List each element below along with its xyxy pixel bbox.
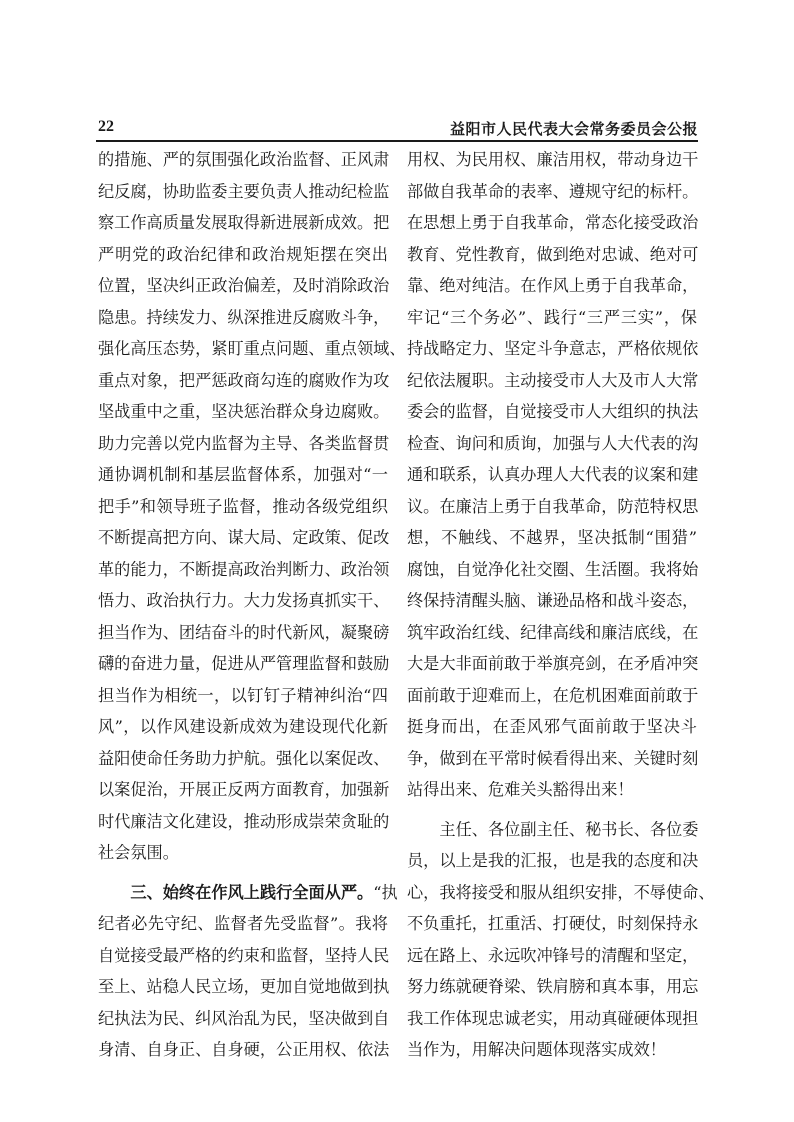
- text-line: 至上、站稳人民立场，更加自觉地做到执: [98, 977, 390, 996]
- left-column: [98, 144, 406, 1066]
- text-line: 腐蚀，自觉净化社交圈、生活圈。我将始: [407, 559, 699, 579]
- text-line: 争，做到在平常时候看得出来、关键时刻: [407, 748, 699, 768]
- text-line: 察工作高质量发展取得新进展新成效。把: [98, 213, 390, 232]
- text-line: 我工作体现忠诚老实，用动真碰硬体现担: [407, 1008, 699, 1028]
- text-line: 站得出来、危难关头豁得出来！: [407, 780, 634, 799]
- text-line: 筑牢政治红线、纪律高线和廉洁底线，在: [407, 622, 699, 642]
- text-line: 把手”和领导班子监督，推动各级党组织: [98, 496, 388, 516]
- page-number: 22: [98, 118, 114, 135]
- journal-title: 益阳市人民代表大会常务委员会公报: [449, 120, 698, 138]
- text-line: 礴的奋进力量，促进从严管理监督和鼓励: [98, 654, 390, 673]
- section-heading-line: [98, 877, 398, 909]
- text-line: 大是大非面前敢于举旗亮剑，在矛盾冲突: [407, 654, 699, 673]
- text-line: 检查、询问和质询，加强与人大代表的沟: [407, 433, 699, 453]
- text-line: 担当作为、团结奋斗的时代新风，凝聚磅: [98, 622, 390, 642]
- text-line: 身清、自身正、自身硬，公正用权、依法: [98, 1040, 390, 1059]
- header-rule: [96, 140, 698, 142]
- text-line: 担当作为相统一，以钉钉子精神纠治“四: [98, 685, 388, 705]
- text-line: 部做自我革命的表率、遵规守纪的标杆。: [407, 181, 699, 201]
- text-line: 委会的监督，自觉接受市人大组织的执法: [407, 402, 699, 421]
- text-line: 靠、绝对纯洁。在作风上勇于自我革命，: [407, 276, 699, 295]
- text-line: 牢记“三个务必”、践行“三严三实”，保: [407, 307, 697, 327]
- text-line: 持战略定力、坚定斗争意志，严格依规依: [407, 339, 699, 358]
- text-line: 心，我将接受和服从组织安排，不辱使命、: [407, 882, 715, 902]
- text-line: 挺身而出，在歪风邪气面前敢于坚决斗: [407, 717, 697, 736]
- text-line: 通协调机制和基层监督体系，加强对“一: [98, 465, 388, 484]
- text-line: 的措施、严的氛围强化政治监督、正风肃: [98, 150, 390, 169]
- text-line: 想，不触线、不越界，坚决抵制“围猎”: [407, 528, 697, 547]
- text-line: 以案促治，开展正反两方面教育，加强新: [98, 780, 390, 799]
- text-line: 不断提高把方向、谋大局、定政策、促改: [98, 528, 390, 547]
- section-heading: 三、始终在作风上践行全面从严。: [130, 882, 374, 902]
- text-line: 时代廉洁文化建设，推动形成崇荣贪耻的: [98, 811, 390, 831]
- text-line: 努力练就硬脊梁、铁肩膀和真本事，用忘: [407, 977, 699, 996]
- text-line: 强化高压态势，紧盯重点问题、重点领域、: [98, 339, 406, 358]
- text-line: 不负重托，扛重活、打硬仗，时刻保持永: [407, 914, 699, 933]
- text-line: 纪依法履职。主动接受市人大及市人大常: [407, 370, 699, 390]
- text-line: 纪反腐，协助监委主要负责人推动纪检监: [98, 181, 390, 201]
- text-line: 教育、党性教育，做到绝对忠诚、绝对可: [407, 244, 699, 264]
- text-line: 隐患。持续发力、纵深推进反腐败斗争，: [98, 307, 390, 327]
- text-fragment: “执: [373, 882, 398, 902]
- text-line: 风”，以作风建设新成效为建设现代化新: [98, 717, 388, 736]
- text-line: 通和联系，认真办理人大代表的议案和建: [407, 465, 699, 484]
- text-line: 自觉接受最严格的约束和监督，坚持人民: [98, 945, 390, 965]
- text-line: 远在路上、永远吹冲锋号的清醒和坚定，: [407, 945, 699, 965]
- text-line: 益阳使命任务助力护航。强化以案促改、: [98, 748, 390, 768]
- text-line: 严明党的政治纪律和政治规矩摆在突出: [98, 244, 388, 264]
- text-line: 用权、为民用权、廉洁用权，带动身边干: [407, 150, 699, 169]
- text-line: 重点对象，把严惩政商勾连的腐败作为攻: [98, 370, 390, 390]
- text-line: 纪者必先守纪、监督者先受监督”。我将: [98, 914, 388, 933]
- text-line: 坚战重中之重，坚决惩治群众身边腐败。: [98, 402, 390, 421]
- text-line: 在思想上勇于自我革命，常态化接受政治: [407, 213, 699, 232]
- text-line: 悟力、政治执行力。大力发扬真抓实干、: [98, 591, 390, 610]
- text-line: 议。在廉洁上勇于自我革命，防范特权思: [407, 496, 699, 516]
- text-line: 终保持清醒头脑、谦逊品格和战斗姿态，: [407, 591, 699, 610]
- text-line: 纪执法为民、纠风治乱为民，坚决做到自: [98, 1008, 390, 1028]
- text-line: 主任、各位副主任、秘书长、各位委: [439, 819, 699, 839]
- text-line: 面前敢于迎难而上，在危机困难面前敢于: [407, 685, 699, 705]
- text-line: 革的能力，不断提高政治判断力、政治领: [98, 559, 390, 579]
- text-line: 助力完善以党内监督为主导、各类监督贯: [98, 433, 390, 453]
- right-column: [407, 144, 715, 1066]
- text-line: 社会氛围。: [98, 843, 179, 862]
- text-line: 位置，坚决纠正政治偏差，及时消除政治: [98, 276, 390, 295]
- text-line: 当作为，用解决问题体现落实成效！: [407, 1040, 666, 1059]
- text-line: 员，以上是我的汇报，也是我的态度和决: [407, 851, 699, 870]
